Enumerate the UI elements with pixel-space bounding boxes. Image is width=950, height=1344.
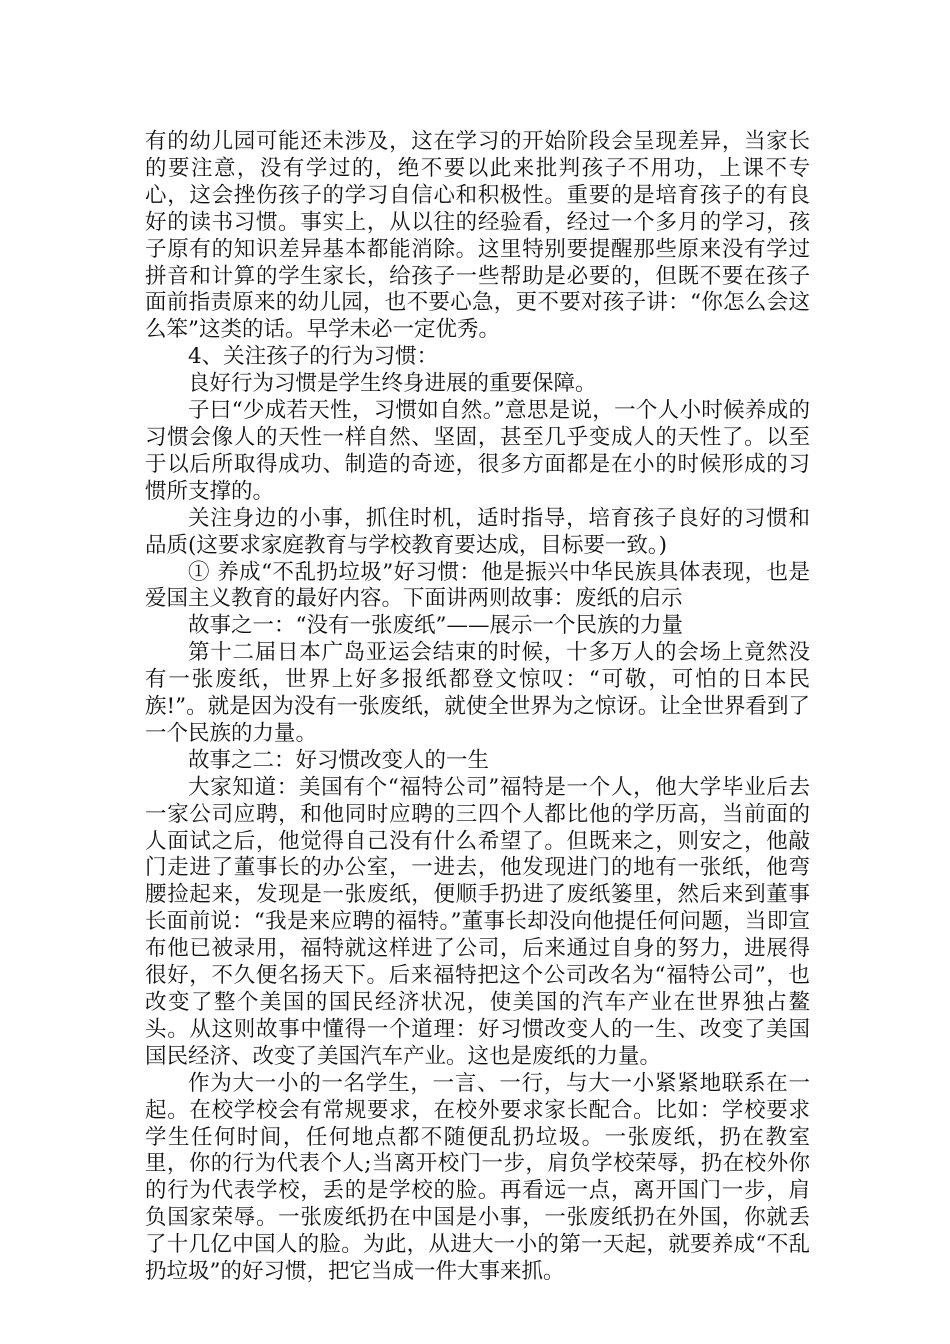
section-heading-behavior-habits: 4、关注孩子的行为习惯： xyxy=(188,344,439,370)
story-one-heading: 故事之一：“没有一张废纸”——展示一个民族的力量 xyxy=(188,613,683,639)
document-body xyxy=(145,129,810,1286)
paragraph-student-conduct: 作为大一小的一名学生，一言、一行，与大一小紧紧地联系在一起。在校学校会有常规要求，在校外要求家长配合。比如：学校要求学生任何时间，任何地点都不随便乱扔垃圾。一张废纸，扔在教室里，你的行为代表个人;当离开校门一步，肩负学校荣辱，扔在校外你的行为代表学校，丢的是学校的脸。再看远一点，离开国门一步，肩负国家荣辱。一张废纸扔在中国是小事，一张废纸扔在外国，你就丢了十几亿中国人的脸。为此，从进大一小的第一天起，就要养成“不乱扔垃圾”的好习惯，把它当成一件大事来抓。 xyxy=(145,1070,810,1285)
story-two-heading: 故事之二：好习惯改变人的一生 xyxy=(188,747,490,773)
paragraph-story-one: 第十二届日本广岛亚运会结束的时候，十多万人的会场上竟然没有一张废纸，世界上好多报纸都登文惊叹：“可敬，可怕的日本民族!”。就是因为没有一张废纸，就使全世界为之惊讶。让全世界看到了一个民族的力量。 xyxy=(145,640,810,746)
paragraph-story-two: 大家知道：美国有个“福特公司”福特是一个人，他大学毕业后去一家公司应聘，和他同时应聘的三四个人都比他的学历高，当前面的人面试之后，他觉得自己没有什么希望了。但既来之，则安之，他敲门走进了董事长的办公室，一进去，他发现进门的地有一张纸，他弯腰捡起来，发现是一张废纸，便顺手扔进了废纸篓里，然后来到董事长面前说：“我是来应聘的福特。”董事长却没向他提任何问题，当即宣布他已被录用，福特就这样进了公司，后来通过自身的努力，进展得很好，不久便名扬天下。后来福特把这个公司改名为“福特公司”，也改变了整个美国的国民经济状况，使美国的汽车产业在世界独占鳌头。从这则故事中懂得一个道理：好习惯改变人的一生、改变了美国国民经济、改变了美国汽车产业。这也是废纸的力量。 xyxy=(145,774,810,1069)
paragraph-small-things: 关注身边的小事，抓住时机，适时指导，培育孩子良好的习惯和品质(这要求家庭教育与学校教育要达成，目标要一致。) xyxy=(145,505,810,558)
paragraph-confucius-quote: 子曰“少成若天性，习惯如自然。”意思是说，一个人小时候养成的习惯会像人的天性一样自然、坚固，甚至几乎变成人的天性了。以至于以后所取得成功、制造的奇迹，很多方面都是在小的时候形成的习惯所支撑的。 xyxy=(145,398,810,504)
paragraph-no-littering-habit: ① 养成“不乱扔垃圾”好习惯：他是振兴中华民族具体表现，也是爱国主义教育的最好内容。下面讲两则故事：废纸的启示 xyxy=(145,559,810,612)
paragraph-habits-importance: 良好行为习惯是学生终身进展的重要保障。 xyxy=(188,371,597,397)
paragraph-intro-continued: 有的幼儿园可能还未涉及，这在学习的开始阶段会呈现差异，当家长的要注意，没有学过的，绝不要以此来批判孩子不用功，上课不专心，这会挫伤孩子的学习自信心和积极性。重要的是培育孩子的有良好的读书习惯。事实上，从以往的经验看，经过一个多月的学习，孩子原有的知识差异基本都能消除。这里特别要提醒那些原来没有学过拼音和计算的学生家长，给孩子一些帮助是必要的，但既不要在孩子面前指责原来的幼儿园，也不要心急，更不要对孩子讲：“你怎么会这么笨”这类的话。早学未必一定优秀。 xyxy=(145,129,810,343)
